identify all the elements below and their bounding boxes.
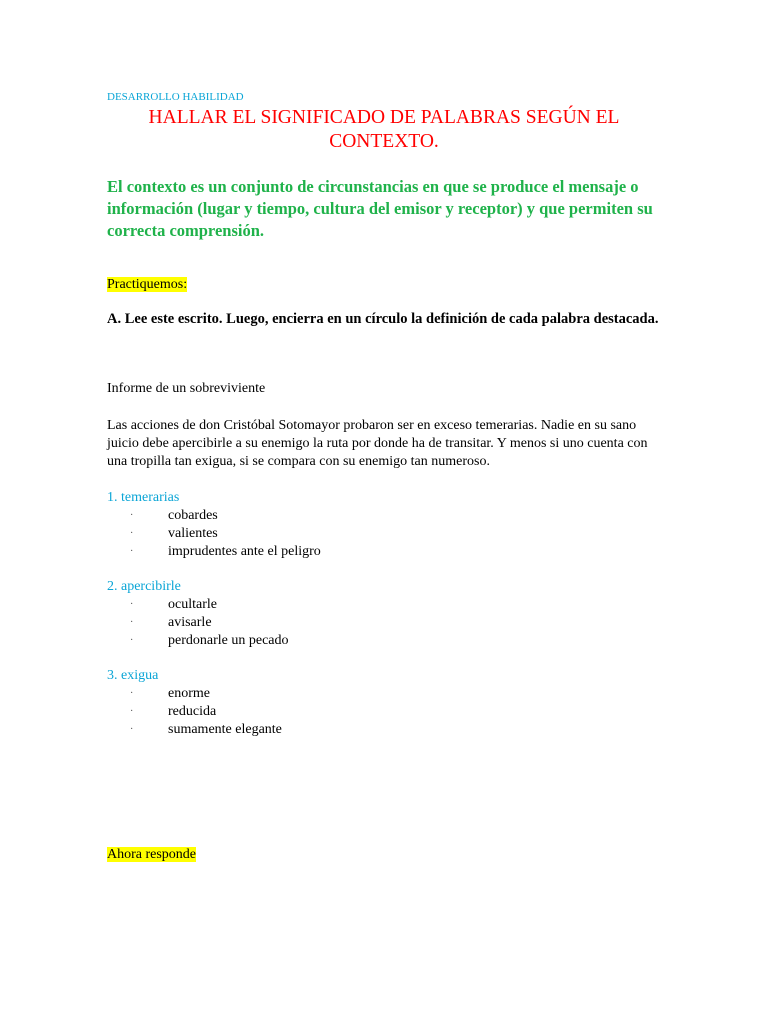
practice-label [107, 276, 187, 294]
option-text: reducida [168, 704, 217, 719]
question-2-term: 2. apercibirle [107, 579, 181, 594]
option-text: enorme [168, 686, 210, 701]
option-text: valientes [168, 526, 218, 541]
option-item[interactable] [107, 721, 282, 739]
question-1-options [107, 507, 321, 561]
respond-label [107, 846, 196, 864]
option-item[interactable] [107, 685, 210, 703]
option-item[interactable] [107, 614, 212, 632]
option-text: imprudentes ante el peligro [168, 544, 321, 559]
bullet-icon: · [130, 635, 134, 646]
option-text: ocultarle [168, 597, 217, 612]
reading-passage: Las acciones de don Cristóbal Sotomayor probaron ser en exceso temerarias. Nadie en su sano juicio debe apercibirle a su enemigo la ruta por donde ha de transitar. Y menos si uno cuenta con una tropilla tan exigua, si se compara con su enemigo tan numeroso. [107, 418, 648, 469]
option-text: cobardes [168, 508, 218, 523]
option-text: perdonarle un pecado [168, 633, 289, 648]
respond-label-text: Ahora responde [107, 847, 197, 862]
option-text: avisarle [168, 615, 212, 630]
page-title-line-2: CONTEXTO. [329, 131, 439, 152]
question-2-options [107, 596, 289, 650]
option-item[interactable] [107, 525, 218, 543]
option-item[interactable] [107, 543, 321, 561]
question-3-options [107, 685, 282, 739]
option-item[interactable] [107, 703, 217, 721]
bullet-icon: · [130, 617, 134, 628]
bullet-icon: · [130, 510, 134, 521]
question-3 [107, 667, 282, 739]
bullet-icon: · [130, 688, 134, 699]
reading-title: Informe de un sobreviviente [107, 381, 266, 396]
question-1 [107, 489, 321, 561]
question-3-term: 3. exigua [107, 668, 159, 683]
option-item[interactable] [107, 632, 289, 650]
exercise-instruction: A. Lee este escrito. Luego, encierra en un círculo la definición de cada palabra destacada. [107, 311, 659, 327]
option-text: sumamente elegante [168, 722, 282, 737]
question-1-term: 1. temerarias [107, 490, 180, 505]
bullet-icon: · [130, 528, 134, 539]
page-title [100, 106, 668, 154]
option-item[interactable] [107, 596, 217, 614]
bullet-icon: · [130, 724, 134, 735]
context-definition: El contexto es un conjunto de circunstancias en que se produce el mensaje o información (lugar y tiempo, cultura del emisor y receptor) y que permiten su correcta comprensión. [107, 177, 653, 240]
page-title-line-1: HALLAR EL SIGNIFICADO DE PALABRAS SEGÚN EL [148, 107, 620, 128]
bullet-icon: · [130, 546, 134, 557]
practice-label-text: Practiquemos: [107, 277, 188, 292]
bullet-icon: · [130, 706, 134, 717]
bullet-icon: · [130, 599, 134, 610]
question-2 [107, 578, 289, 650]
option-item[interactable] [107, 507, 218, 525]
subject-label: DESARROLLO HABILIDAD [107, 91, 244, 103]
